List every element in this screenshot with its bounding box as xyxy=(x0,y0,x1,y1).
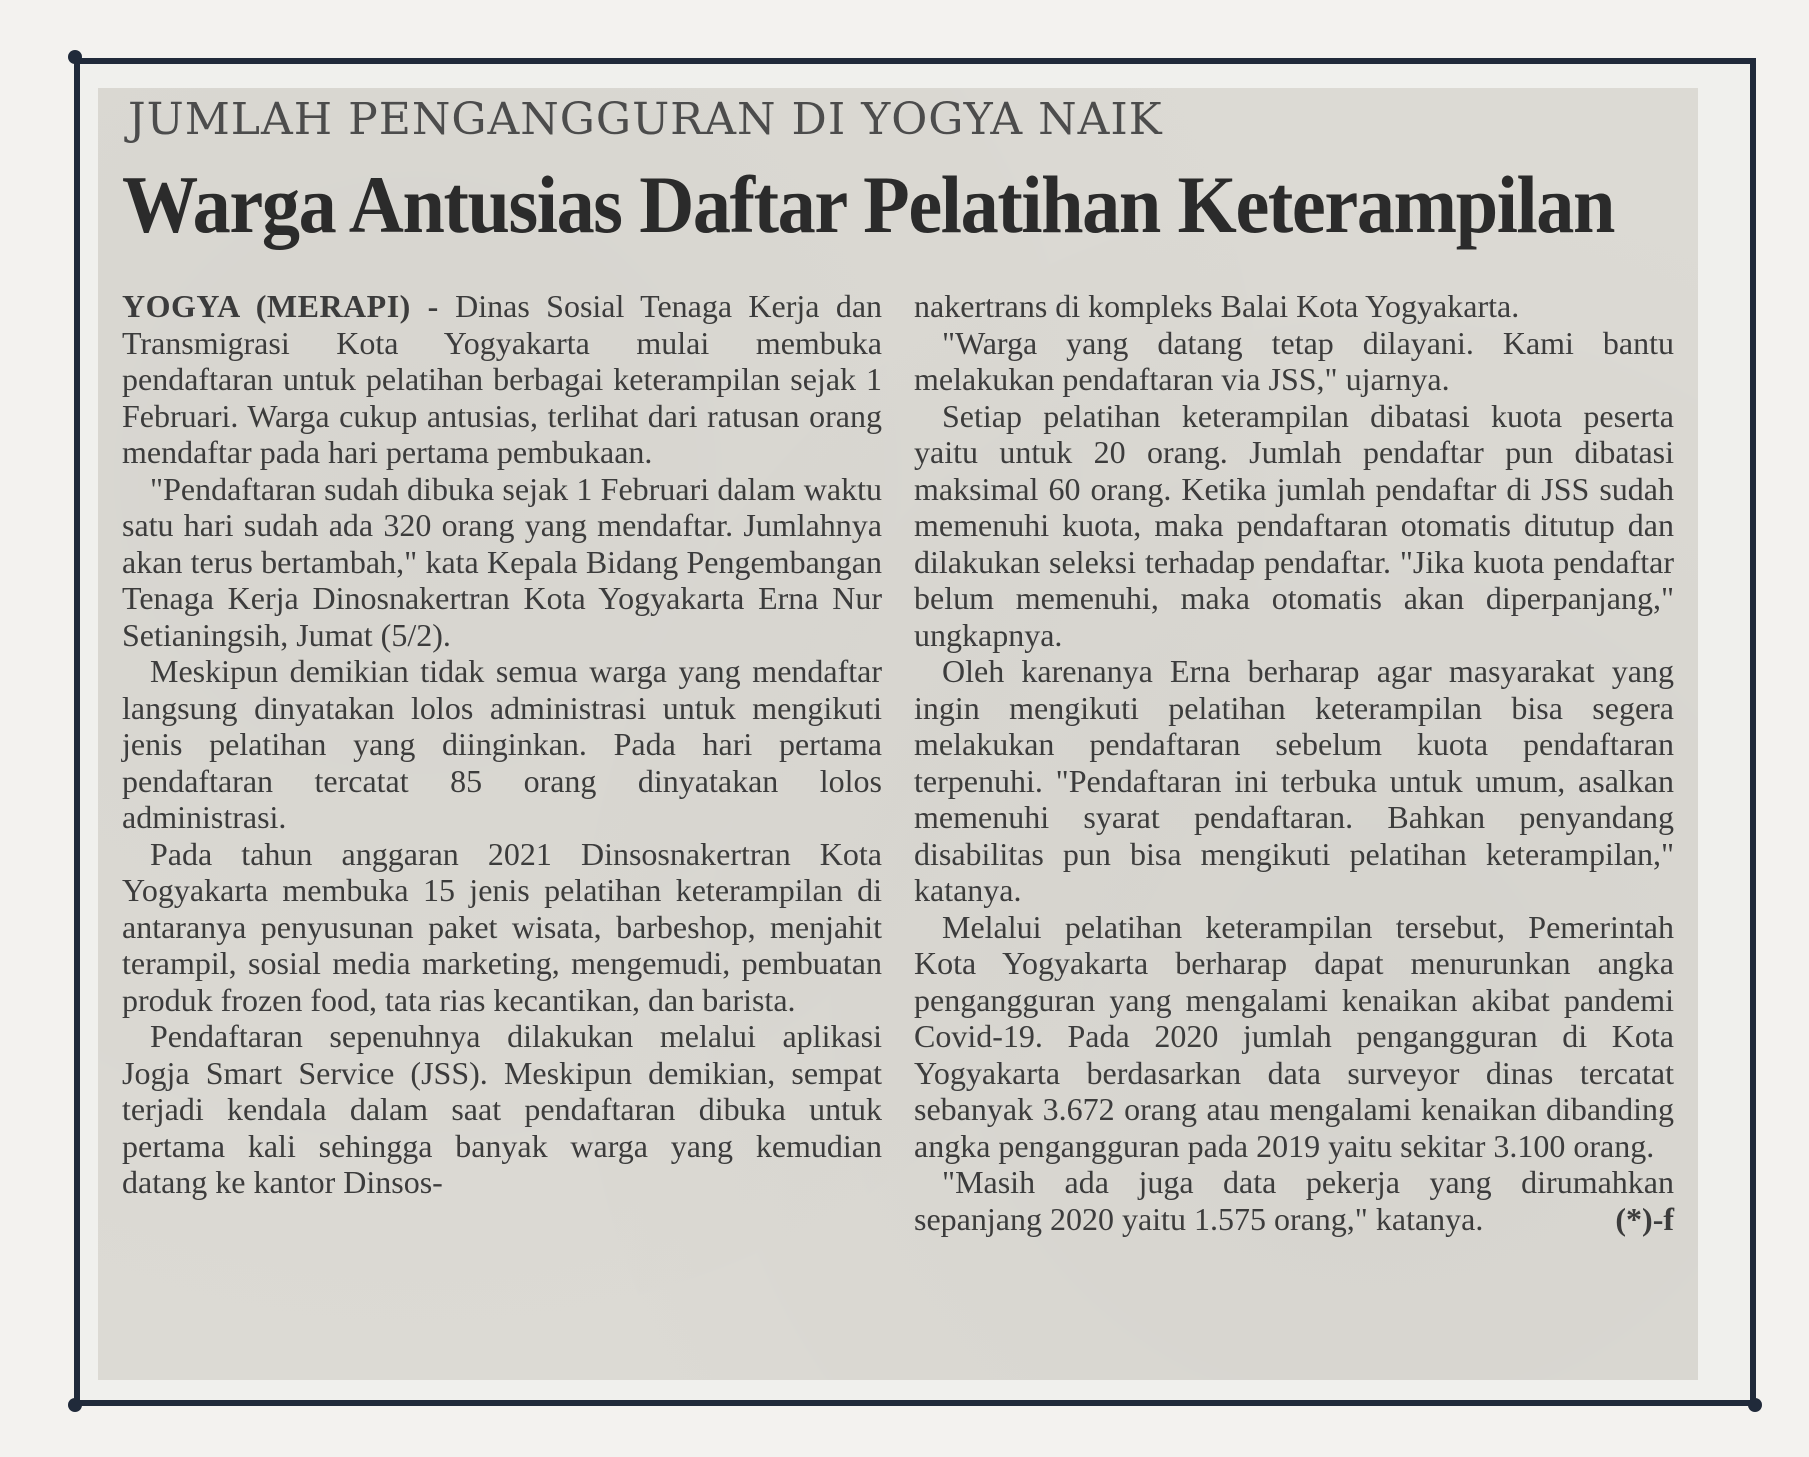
paragraph-text: "Masih ada juga data pekerja yang dirumahkan sepanjang 2020 yaitu 1.575 orang," katanya. xyxy=(914,1164,1674,1237)
paragraph: "Warga yang datang tetap dilayani. Kami bantu melakukan pendaftaran via JSS," ujarnya. xyxy=(914,324,1674,397)
paragraph: Oleh karenanya Erna berharap agar masyarakat yang ingin mengikuti pelatihan keterampilan bisa segera melakukan pendaftaran sebelum kuota pendaftaran terpenuhi. "Pendaftaran ini terbuka untuk umum, asalkan memenuhi syarat pendaftaran. Bahkan penyandang disabilitas pun bisa mengikuti pelatihan keterampilan," katanya. xyxy=(914,653,1674,908)
dateline: YOGYA (MERAPI) - xyxy=(122,288,439,324)
article-column-1 xyxy=(122,288,882,1201)
article-column-2 xyxy=(914,288,1674,1237)
article-kicker: JUMLAH PENGANGGURAN DI YOGYA NAIK xyxy=(128,94,1163,145)
lead-text: Dinas Sosial Tenaga Kerja dan Transmigrasi Kota Yogyakarta mulai membuka pendaftaran untuk pelatihan berbagai keterampilan sejak 1 Februari. Warga cukup antusias, terlihat dari ratusan orang mendaftar pada hari pertama pembukaan. xyxy=(122,288,883,470)
article-headline: Warga Antusias Daftar Pelatihan Keterampilan xyxy=(122,159,1615,250)
frame-corner-mark xyxy=(68,50,82,64)
frame-corner-mark xyxy=(68,1398,82,1412)
paragraph: Setiap pelatihan keterampilan dibatasi kuota peserta yaitu untuk 20 orang. Jumlah pendaftar pun dibatasi maksimal 60 orang. Ketika jumlah pendaftar di JSS sudah memenuhi kuota, maka pendaftaran otomatis ditutup dan dilakukan seleksi terhadap pendaftar. "Jika kuota pendaftar belum memenuhi, maka otomatis akan diperpanjang," ungkapnya. xyxy=(914,397,1674,653)
lead-paragraph xyxy=(122,288,882,471)
paragraph: "Pendaftaran sudah dibuka sejak 1 Februari dalam waktu satu hari sudah ada 320 orang yang mendaftar. Jumlahnya akan terus bertambah," kata Kepala Bidang Pengembangan Tenaga Kerja Dinosnakertran Kota Yogyakarta Erna Nur Setianingsih, Jumat (5/2). xyxy=(122,470,882,653)
newspaper-clipping xyxy=(98,88,1698,1380)
paragraph-continued: nakertrans di kompleks Balai Kota Yogyakarta. xyxy=(914,288,1520,324)
paragraph: Meskipun demikian tidak semua warga yang mendaftar langsung dinyatakan lolos administrasi untuk mengikuti jenis pelatihan yang diinginkan. Pada hari pertama pendaftaran tercatat 85 orang dinyatakan lolos administrasi. xyxy=(122,653,882,835)
paragraph: Pada tahun anggaran 2021 Dinsosnakertran Kota Yogyakarta membuka 15 jenis pelatihan keterampilan di antaranya penyusunan paket wisata, barbeshop, menjahit terampil, sosial media marketing, mengemudi, pembuatan produk frozen food, tata rias kecantikan, dan barista. xyxy=(122,835,882,1018)
paragraph: Pendaftaran sepenuhnya dilakukan melalui aplikasi Jogja Smart Service (JSS). Meskipun demikian, sempat terjadi kendala dalam saat pendaftaran dibuka untuk pertama kali sehingga banyak warga yang kemudian datang ke kantor Dinsos- xyxy=(122,1018,882,1200)
paragraph xyxy=(914,1164,1674,1237)
paragraph: Melalui pelatihan keterampilan tersebut, Pemerintah Kota Yogyakarta berharap dapat menurunkan angka pengangguran yang mengalami kenaikan akibat pandemi Covid-19. Pada 2020 jumlah pengangguran di Kota Yogyakarta berdasarkan data surveyor dinas tercatat sebanyak 3.672 orang atau mengalami kenaikan dibanding angka pengangguran pada 2019 yaitu sekitar 3.100 orang. xyxy=(914,908,1674,1164)
frame-corner-mark xyxy=(1748,1398,1762,1412)
author-signoff: (*)-f xyxy=(1615,1200,1674,1237)
